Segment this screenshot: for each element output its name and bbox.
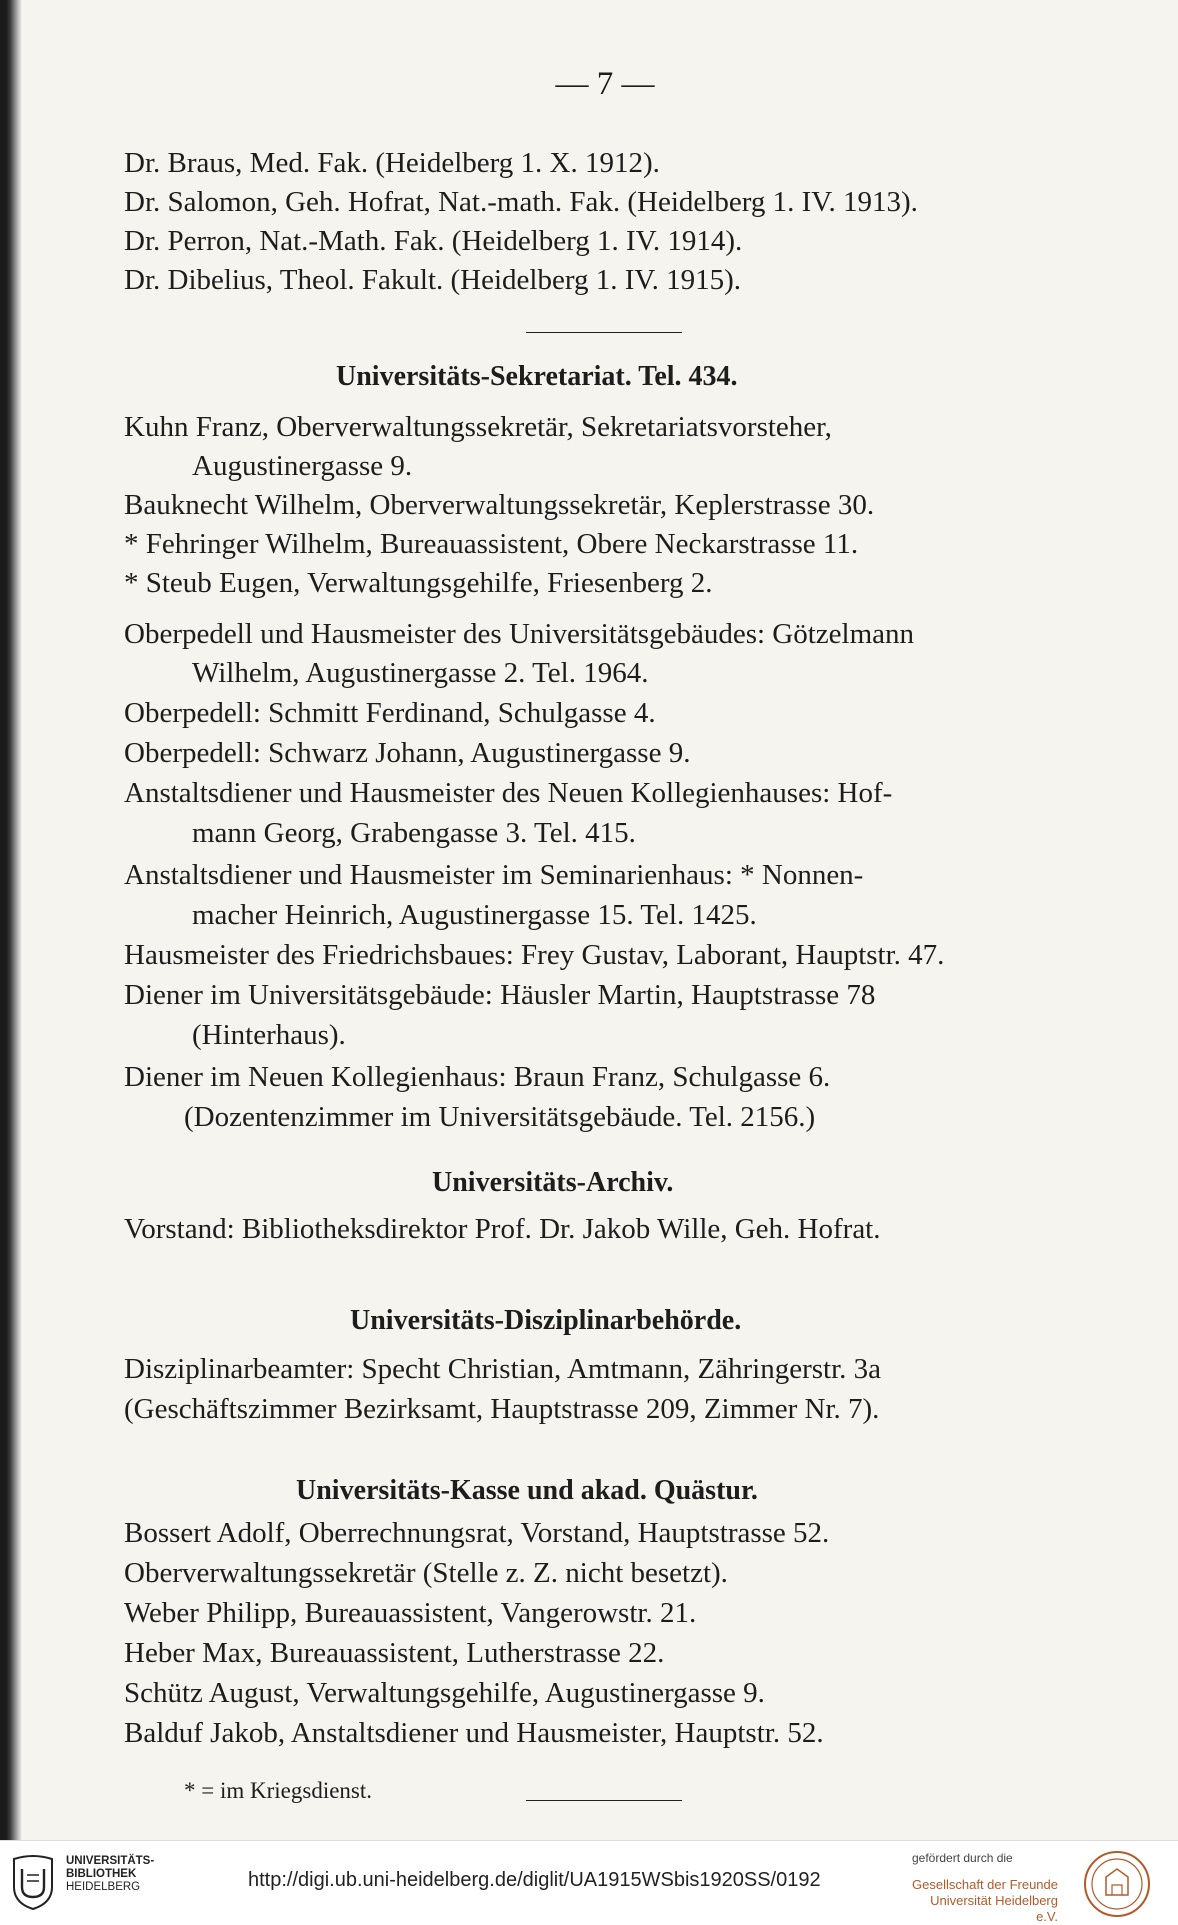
text-line: Disziplinarbeamter: Specht Christian, Amtmann, Zähringerstr. 3a: [124, 1353, 882, 1385]
library-logo-icon: [10, 1853, 56, 1911]
library-name: [66, 1855, 154, 1894]
text-line: (Hinterhaus).: [192, 1019, 346, 1051]
footnote: * = im Kriegsdienst.: [184, 1778, 373, 1803]
text-line: Oberpedell: Schmitt Ferdinand, Schulgasse 4.: [124, 697, 656, 729]
text-line: Anstaltsdiener und Hausmeister im Seminarienhaus: * Nonnen-: [124, 859, 864, 891]
text-line: Weber Philipp, Bureauassistent, Vangerowstr. 21.: [124, 1597, 697, 1629]
text-line: Oberpedell: Schwarz Johann, Augustinergasse 9.: [124, 737, 691, 769]
section-heading: Universitäts-Sekretariat. Tel. 434.: [336, 361, 738, 392]
text-line: Balduf Jakob, Anstaltsdiener und Hausmeister, Hauptstr. 52.: [124, 1717, 824, 1749]
library-name-line: BIBLIOTHEK: [66, 1868, 137, 1880]
sponsor-name-line: Gesellschaft der Freunde: [912, 1877, 1058, 1892]
section-heading: Universitäts-Disziplinarbehörde.: [350, 1305, 742, 1336]
text-line: macher Heinrich, Augustinergasse 15. Tel. 1425.: [192, 899, 757, 931]
text-line: (Geschäftszimmer Bezirksamt, Hauptstrasse 209, Zimmer Nr. 7).: [124, 1393, 880, 1425]
text-line: * Fehringer Wilhelm, Bureauassistent, Obere Neckarstrasse 11.: [124, 528, 859, 560]
text-line: Heber Max, Bureauassistent, Lutherstrasse 22.: [124, 1637, 665, 1669]
sponsor-name-line: Universität Heidelberg e.V.: [930, 1893, 1058, 1924]
text-line: Diener im Neuen Kollegienhaus: Braun Franz, Schulgasse 6.: [124, 1061, 831, 1093]
text-line: mann Georg, Grabengasse 3. Tel. 415.: [192, 817, 636, 849]
section-divider: [526, 332, 682, 333]
text-line: Anstaltsdiener und Hausmeister des Neuen Kollegienhauses: Hof-: [124, 777, 893, 809]
text-line: Dr. Perron, Nat.-Math. Fak. (Heidelberg 1. IV. 1914).: [124, 225, 743, 257]
text-line: Vorstand: Bibliotheksdirektor Prof. Dr. Jakob Wille, Geh. Hofrat.: [124, 1213, 881, 1245]
section-heading: Universitäts-Kasse und akad. Quästur.: [296, 1475, 758, 1506]
text-line: Bossert Adolf, Oberrechnungsrat, Vorstand, Hauptstrasse 52.: [124, 1517, 830, 1549]
text-line: Oberverwaltungssekretär (Stelle z. Z. nicht besetzt).: [124, 1557, 728, 1589]
text-line: Kuhn Franz, Oberverwaltungssekretär, Sekretariatsvorsteher,: [124, 411, 832, 443]
source-url-link[interactable]: http://digi.ub.uni-heidelberg.de/diglit/UA1915WSbis1920SS/0192: [248, 1869, 821, 1891]
viewer-footer: [0, 1840, 1178, 1925]
text-line: Schütz August, Verwaltungsgehilfe, Augustinergasse 9.: [124, 1677, 765, 1709]
library-name-line: UNIVERSITÄTS-: [66, 1855, 155, 1867]
text-line: Dr. Dibelius, Theol. Fakult. (Heidelberg 1. IV. 1915).: [124, 264, 741, 296]
footnote-divider: [526, 1800, 682, 1801]
university-seal-icon: [1082, 1849, 1152, 1919]
text-line: Wilhelm, Augustinergasse 2. Tel. 1964.: [192, 657, 649, 689]
section-heading: Universitäts-Archiv.: [432, 1167, 674, 1198]
text-line: Hausmeister des Friedrichsbaues: Frey Gustav, Laborant, Hauptstr. 47.: [124, 939, 945, 971]
text-line: Oberpedell und Hausmeister des Universitätsgebäudes: Götzelmann: [124, 618, 915, 650]
page-number: — 7 —: [555, 66, 655, 102]
text-line: (Dozentenzimmer im Universitätsgebäude. Tel. 2156.): [184, 1101, 816, 1133]
binding-edge: [0, 0, 22, 1840]
text-line: Dr. Salomon, Geh. Hofrat, Nat.-math. Fak. (Heidelberg 1. IV. 1913).: [124, 186, 918, 218]
text-line: Dr. Braus, Med. Fak. (Heidelberg 1. X. 1912).: [124, 147, 660, 179]
text-line: Bauknecht Wilhelm, Oberverwaltungssekretär, Keplerstrasse 30.: [124, 489, 875, 521]
text-line: Diener im Universitätsgebäude: Häusler Martin, Hauptstrasse 78: [124, 979, 876, 1011]
text-line: Augustinergasse 9.: [192, 450, 413, 482]
sponsor-name: [908, 1877, 1058, 1925]
text-line: * Steub Eugen, Verwaltungsgehilfe, Friesenberg 2.: [124, 567, 713, 599]
sponsor-caption: gefördert durch die: [912, 1851, 1013, 1865]
library-name-line: HEIDELBERG: [66, 1881, 141, 1893]
